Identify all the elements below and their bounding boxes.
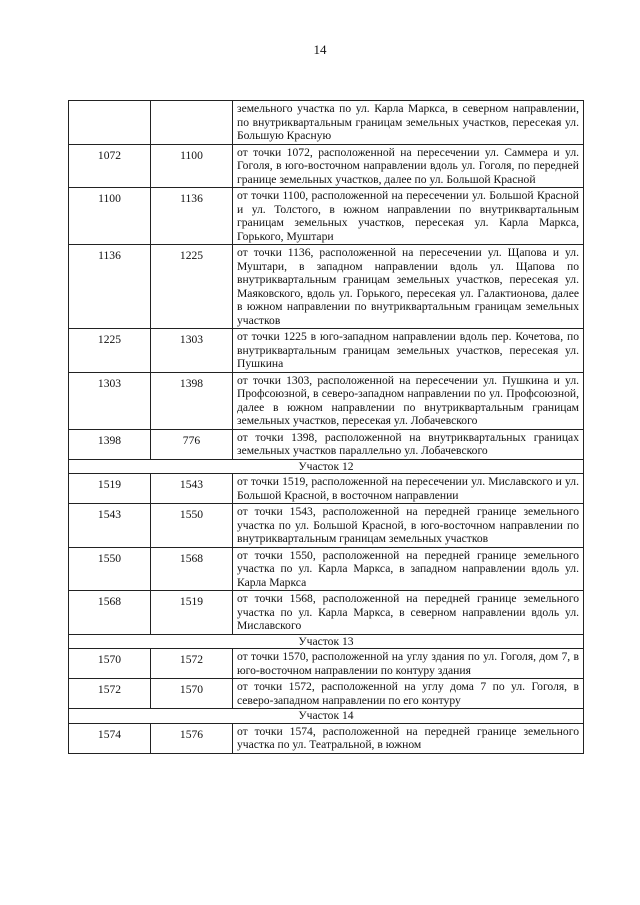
point-from: 1570 [69,649,151,679]
point-to [151,101,233,145]
boundary-description: от точки 1543, расположенной на передней границе земельного участка по ул. Большой Красной, в юго-восточном направлении по внутриквартальным границам земельных участков [233,504,584,548]
point-to: 1398 [151,372,233,429]
section-header-row [69,634,584,649]
point-to: 1570 [151,679,233,709]
point-from: 1543 [69,504,151,548]
section-title: Участок 12 [69,459,584,474]
table-row [69,188,584,245]
point-from: 1550 [69,547,151,591]
point-to: 1303 [151,329,233,373]
point-from: 1572 [69,679,151,709]
point-to: 1572 [151,649,233,679]
table-row [69,504,584,548]
table-row [69,591,584,635]
section-header-row [69,459,584,474]
table-row [69,679,584,709]
boundary-description: от точки 1570, расположенной на углу здания по ул. Гоголя, дом 7, в юго-восточном направлении по контуру здания [233,649,584,679]
point-from: 1100 [69,188,151,245]
point-from: 1574 [69,723,151,753]
table-row [69,429,584,459]
boundary-description: от точки 1225 в юго-западном направлении вдоль пер. Кочетова, по внутриквартальным границам земельных участков, пересекая ул. Пушкина [233,329,584,373]
point-from [69,101,151,145]
boundary-description: от точки 1136, расположенной на пересечении ул. Щапова и ул. Муштари, в западном направлении вдоль ул. Щапова по внутриквартальным границам земельных участков, пересекая ул. Маяковского, вдоль ул. Горького, пересекая ул. Галактионова, далее в южном направлении по внутриквартальным границам земельных участков [233,245,584,329]
point-to: 1225 [151,245,233,329]
boundary-description: от точки 1072, расположенной на пересечении ул. Саммера и ул. Гоголя, в юго-восточном направлении вдоль ул. Гоголя, по передней границе земельных участков, далее по ул. Большой Красной [233,144,584,188]
boundary-description: от точки 1574, расположенной на передней границе земельного участка по ул. Театральной, в южном [233,723,584,753]
point-from: 1568 [69,591,151,635]
page-number: 14 [313,42,327,57]
boundary-description: земельного участка по ул. Карла Маркса, в северном направлении, по внутриквартальным границам земельных участков, пересекая ул. Большую Красную [233,101,584,145]
boundary-description: от точки 1568, расположенной на передней границе земельного участка по ул. Карла Маркса, в северном направлении вдоль ул. Миславского [233,591,584,635]
point-from: 1225 [69,329,151,373]
table-row [69,474,584,504]
boundary-table [68,100,584,754]
point-to: 1576 [151,723,233,753]
section-title: Участок 14 [69,709,584,724]
table-row [69,245,584,329]
point-from: 1398 [69,429,151,459]
section-header-row [69,709,584,724]
point-from: 1072 [69,144,151,188]
boundary-table-body [69,101,584,754]
table-row [69,101,584,145]
boundary-description: от точки 1572, расположенной на углу дома 7 по ул. Гоголя, в северо-западном направлении по его контуру [233,679,584,709]
section-title: Участок 13 [69,634,584,649]
table-row [69,372,584,429]
table-row [69,723,584,753]
boundary-description: от точки 1398, расположенной на внутриквартальных границах земельных участков параллельно ул. Лобачевского [233,429,584,459]
table-row [69,144,584,188]
point-to: 776 [151,429,233,459]
point-to: 1100 [151,144,233,188]
table-row [69,649,584,679]
point-to: 1550 [151,504,233,548]
point-to: 1543 [151,474,233,504]
point-from: 1136 [69,245,151,329]
point-from: 1519 [69,474,151,504]
boundary-description: от точки 1100, расположенной на пересечении ул. Большой Красной и ул. Толстого, в южном направлении по внутриквартальным границам земельных участков, пересекая ул. Карла Маркса, Горького, Муштари [233,188,584,245]
point-to: 1136 [151,188,233,245]
point-to: 1519 [151,591,233,635]
point-to: 1568 [151,547,233,591]
boundary-description: от точки 1519, расположенной на пересечении ул. Миславского и ул. Большой Красной, в восточном направлении [233,474,584,504]
table-row [69,547,584,591]
point-from: 1303 [69,372,151,429]
table-row [69,329,584,373]
boundary-description: от точки 1550, расположенной на передней границе земельного участка по ул. Карла Маркса, в западном направлении вдоль ул. Карла Маркса [233,547,584,591]
boundary-description: от точки 1303, расположенной на пересечении ул. Пушкина и ул. Профсоюзной, в северо-западном направлении по ул. Профсоюзной, далее в южном направлении по внутриквартальным границам земельных участков, пересекая ул. Лобачевского [233,372,584,429]
